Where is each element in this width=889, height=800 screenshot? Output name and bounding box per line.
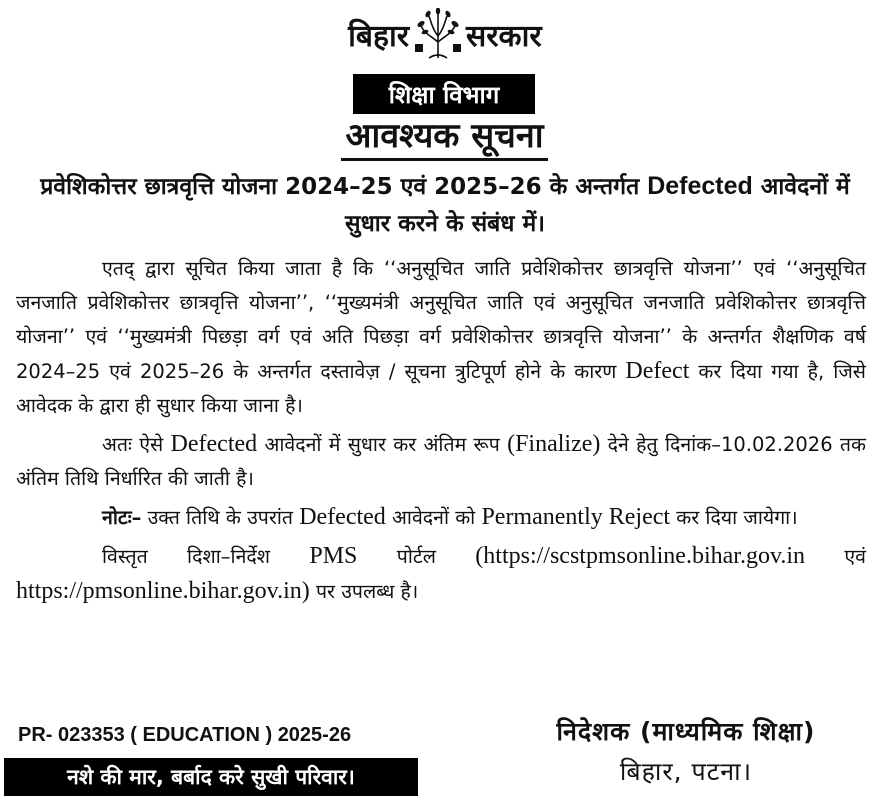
- p3-latin-1: Defected: [299, 504, 386, 530]
- subject-part2: आवेदनों में सुधार करने के संबंध में।: [345, 174, 850, 237]
- p4-latin-1: PMS: [309, 543, 358, 569]
- note-label: नोटः–: [102, 506, 142, 529]
- p3-text-b: आवेदनों को: [385, 506, 482, 529]
- p2-text-c: देने हेतु दिनांक–10.02.2026 तक अंतिम तिथि निर्धारित की जाती है।: [16, 433, 866, 490]
- notice-body: [16, 252, 866, 613]
- p1-text-a: एतद् द्वारा सूचित किया जाता है कि ‘‘अनुसूचित जाति प्रवेशिकोत्तर छात्रवृत्ति योजना’’ एवं ‘‘अनुसूचित जनजाति प्रवेशिकोत्तर छात्रवृत्ति योजना’’, ‘‘मुख्यमंत्री अनुसूचित जाति एवं अनुसूचित जनजाति प्रवेशिकोत्तर छात्रवृत्ति योजना’’ एवं ‘‘मुख्यमंत्री पिछड़ा वर्ग एवं अति पिछड़ा वर्ग प्रवेशिकोत्तर छात्रवृत्ति योजना’’ के अन्तर्गत शैक्षणिक वर्ष 2024–25 एवं 2025–26 के अन्तर्गत दस्तावेज़ / सूचना त्रुटिपूर्ण होने के कारण: [16, 257, 866, 383]
- p2-text-a: अतः ऐसे: [102, 433, 171, 456]
- p3-text-c: कर दिया जायेगा।: [670, 506, 798, 529]
- notice-title-text: आवश्यक सूचना: [341, 114, 547, 161]
- department-badge: शिक्षा विभाग: [353, 74, 535, 114]
- p4-text-a: विस्तृत दिशा–निर्देश: [102, 545, 310, 568]
- paragraph-4: [16, 539, 866, 609]
- header: [0, 6, 889, 62]
- bihar-emblem-icon: [411, 8, 465, 62]
- p4-text-d: पर उपलब्ध है।: [309, 580, 419, 603]
- p2-text-b: आवेदनों में सुधार कर अंतिम रूप: [257, 433, 508, 456]
- p2-latin-1: Defected: [170, 431, 258, 457]
- p3-latin-2: Permanently Reject: [481, 504, 671, 530]
- paragraph-1: [16, 252, 866, 423]
- subject-part1: प्रवेशिकोत्तर छात्रवृत्ति योजना 2024–25 एवं 2025–26 के अन्तर्गत: [40, 174, 648, 200]
- p4-text-b: पोर्टल: [357, 545, 476, 568]
- subject-heading: [20, 168, 870, 243]
- p4-url-1: (https://scstpmsonline.bihar.gov.in: [475, 543, 806, 569]
- paragraph-2: [16, 427, 866, 496]
- p4-text-c: एवं: [805, 545, 867, 568]
- paragraph-3-note: [16, 500, 866, 535]
- p3-text-a: उक्त तिथि के उपरांत: [141, 506, 300, 529]
- p1-text-b: कर दिया गया है, जिसे आवेदक के द्वारा ही सुधार किया जाना है।: [16, 360, 866, 417]
- p2-latin-2: (Finalize): [507, 431, 601, 457]
- director-place: बिहार, पटना।: [619, 757, 753, 786]
- gov-name-right: सरकार: [466, 19, 542, 54]
- director-signature-block: [506, 712, 866, 792]
- p4-url-2: https://pmsonline.bihar.gov.in): [16, 578, 310, 604]
- anti-drug-slogan: नशे की मार, बर्बाद करे सुखी परिवार।: [4, 758, 418, 796]
- subject-latin: Defected: [647, 172, 753, 200]
- pr-number: PR- 023353 ( EDUCATION ) 2025-26: [18, 724, 352, 746]
- gov-name-left: बिहार: [348, 19, 409, 54]
- notice-title: [0, 114, 889, 162]
- p1-latin: Defect: [625, 358, 690, 384]
- director-title: निदेशक (माध्यमिक शिक्षा): [556, 717, 816, 746]
